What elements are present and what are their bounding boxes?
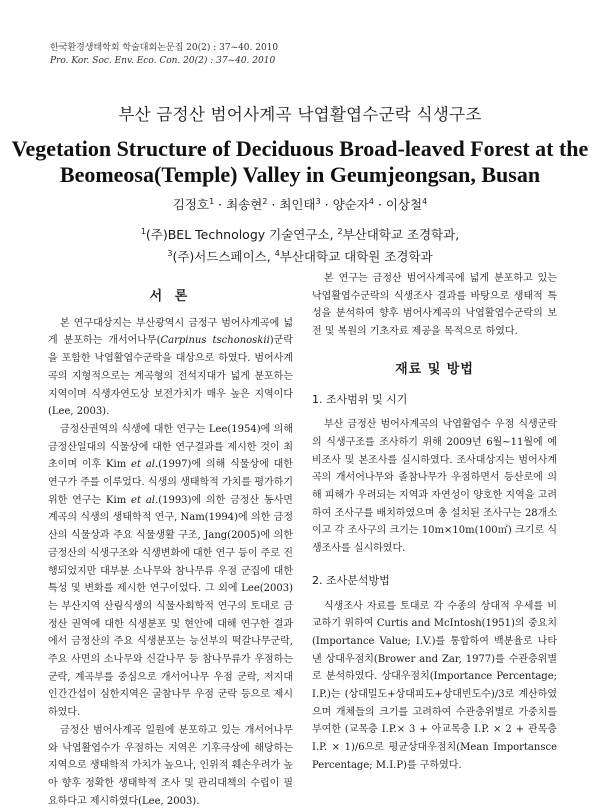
author-separator: · [267, 197, 280, 212]
affiliation-line-2 [0, 246, 600, 268]
journal-citation-korean: 한국환경생태학회 학술대회논문집 20(2) : 37~40. 2010 [50, 43, 279, 53]
affiliation-line-1 [0, 224, 600, 246]
intro-paragraph-4: 본 연구는 금정산 범어사계곡에 넓게 분포하고 있는 낙엽활엽수군락의 식생조사 결과를 바탕으로 생태적 특성을 분석하여 향후 범어사계곡의 낙엽활엽수군락의 보전 및 복원의 기초자료 제공을 목적으로 하였다. [312, 273, 557, 338]
scope-paragraph: 부산 금정산 범어사계곡의 낙엽활엽수 우점 식생군락의 식생구조를 조사하기 위해 2009년 6월~11월에 예비조사 및 본조사를 실시하였다. 조사대상지는 범어사계곡의 개서어나무와 졸참나무가 우점하면서 등산로에 의해 피해가 우려되는 지역과 자연성이 양호한 지역을 고려하여 조사구를 배치하였으며 총 설치된 조사구는 28개소이고 각 조사구의 크기는 10m×10m(100㎡) 크기로 식생조사를 실시하였다. [312, 419, 557, 555]
title-english [0, 136, 600, 188]
subsection-heading-analysis: 2. 조사분석방법 [312, 573, 390, 587]
intro-paragraph-1 [48, 315, 293, 421]
affiliation-mark: 2 [337, 226, 343, 236]
author-name: 양순자 [332, 197, 369, 212]
section-heading-methods: 재료 및 방법 [395, 361, 474, 377]
affiliation-text: (주)BEL Technology 기술연구소, [145, 227, 338, 242]
affiliation-text: 부산대학교 대학원 조경학과 [279, 249, 433, 264]
et-al: et al. [131, 459, 159, 471]
author-affiliation-mark: 2 [262, 196, 268, 206]
et-al: et al. [131, 494, 159, 506]
affiliations [0, 224, 600, 268]
section-heading-introduction: 서 론 [149, 289, 192, 304]
intro-paragraph-2 [48, 421, 293, 722]
title-korean: 부산 금정산 범어사계곡 낙엽활엽수군락 식생구조 [118, 105, 482, 124]
affiliation-text: 부산대학교 조경학과, [342, 227, 460, 242]
affiliation-mark: 3 [167, 248, 173, 258]
author-separator: · [214, 197, 227, 212]
left-column [48, 270, 293, 810]
author-separator: · [373, 197, 386, 212]
affiliation-text: (주)서드스페이스, [172, 249, 275, 264]
author-affiliation-mark: 4 [368, 196, 374, 206]
species-name: Carpinus tschonoskii [160, 335, 270, 347]
author-name: 최송현 [226, 197, 263, 212]
text-run: (1997)에 의해 식물상에 대한 연구가 주를 이루었다. 식생의 생태학적 가치를 평가하기 위한 연구는 Kim [48, 459, 293, 506]
title-english-line2: Beomeosa(Temple) Valley in Geumjeongsan, Busan [59, 162, 541, 187]
right-column [312, 270, 557, 775]
author-name: 최인태 [279, 197, 316, 212]
text-run: (1993)에 의한 금정산 동사면 계곡의 식생의 생태학적 연구, Nam(1994)에 의한 금정산의 식물상과 주요 식물생활 구조, Jang(2005)에 의한 금정산의 식생구조와 식생변화에 대한 연구 등이 주로 진행되었지만 대부분 소나무와 참나무류 우점 군집에 대한 특성 및 변화를 제시한 연구이었다. 그 외에 Lee(2003)는 부산지역 산림식생의 식물사회학적 연구의 토대로 금정산 권역에 대한 식생분포 및 현안에 대해 연구한 결과에서 금정산의 주요 식생분포는 능선부의 떡갈나무군락, 주요 사면의 소나무와 신갈나무 등 참나무류가 우점하는 군락, 계곡부를 중심으로 개서어나무 우점 군락, 저지대 인간간섭이 심한지역은 굴참나무 우점 군락 등으로 제시하였다. [48, 494, 293, 719]
author-separator: · [320, 197, 333, 212]
journal-header [50, 42, 278, 68]
journal-citation-english: Pro. Kor. Soc. Env. Eco. Con. 20(2) : 37~40. 2010 [50, 56, 276, 66]
text-run: 금정산권역의 식생에 대한 연구는 Lee(1954)에 의해 금정산일대의 식물상에 대한 연구결과를 제시한 것이 최초이며 이후 Kim [48, 423, 293, 471]
affiliation-mark: 4 [274, 248, 280, 258]
author-affiliation-mark: 3 [315, 196, 321, 206]
analysis-paragraph: 식생조사 자료를 토대로 각 수종의 상대적 우세를 비교하기 위하여 Curtis and McIntosh(1951)의 중요치(Importance Value; I.V.)를 통합하여 백분율로 나타낸 상대우점치(Brower and Zar, 1977)를 수관층위별로 분석하였다. 상대우점치(Importance Percentage; I.P.)는 (상대밀도+상대피도+상대빈도수)/3로 계산하였으며 개체들의 크기를 고려하여 수관층위별로 가중치를 부여한 (교목층 I.P.× 3 + 아교목층 I.P. × 2 + 관목층 I.P. × 1)/6으로 평균상대우점치(Mean Importansce Percentage; M.I.P)를 구하였다. [312, 600, 557, 771]
intro-paragraph-3: 금정산 범어사계곡 일원에 분포하고 있는 개서어나무와 낙엽활엽수가 우점하는 지역은 기후극상에 해당하는 지역으로 생태학적 가치가 높으나, 인위적 훼손우려가 높아 향후 정확한 생태학적 조사 및 관리대책의 수립이 필요하다고 제시하였다(Lee, 2003). [48, 724, 293, 807]
author-name: 이상철 [385, 197, 423, 212]
affiliation-mark: 1 [140, 226, 146, 236]
title-english-line1: Vegetation Structure of Deciduous Broad-leaved Forest at the [11, 136, 589, 161]
author-list [0, 195, 600, 213]
author-affiliation-mark: 1 [209, 196, 215, 206]
author-affiliation-mark: 4 [422, 196, 428, 206]
author-name: 김정호 [172, 197, 210, 212]
subsection-heading-scope: 1. 조사범위 및 시기 [312, 392, 408, 406]
text-run: 본 연구대상지는 부산광역시 금정구 범어사계곡에 넓게 분포하는 개서어나무( [48, 317, 293, 347]
text-run: )군락을 포함한 낙엽활엽수군락을 대상으로 하였다. 범어사계곡의 지형적으로는 계곡형의 전석지대가 넓게 분포하는 지역이며 식생자연도상 보전가치가 매우 높은 지역이다(Lee, 2003). [48, 335, 293, 418]
